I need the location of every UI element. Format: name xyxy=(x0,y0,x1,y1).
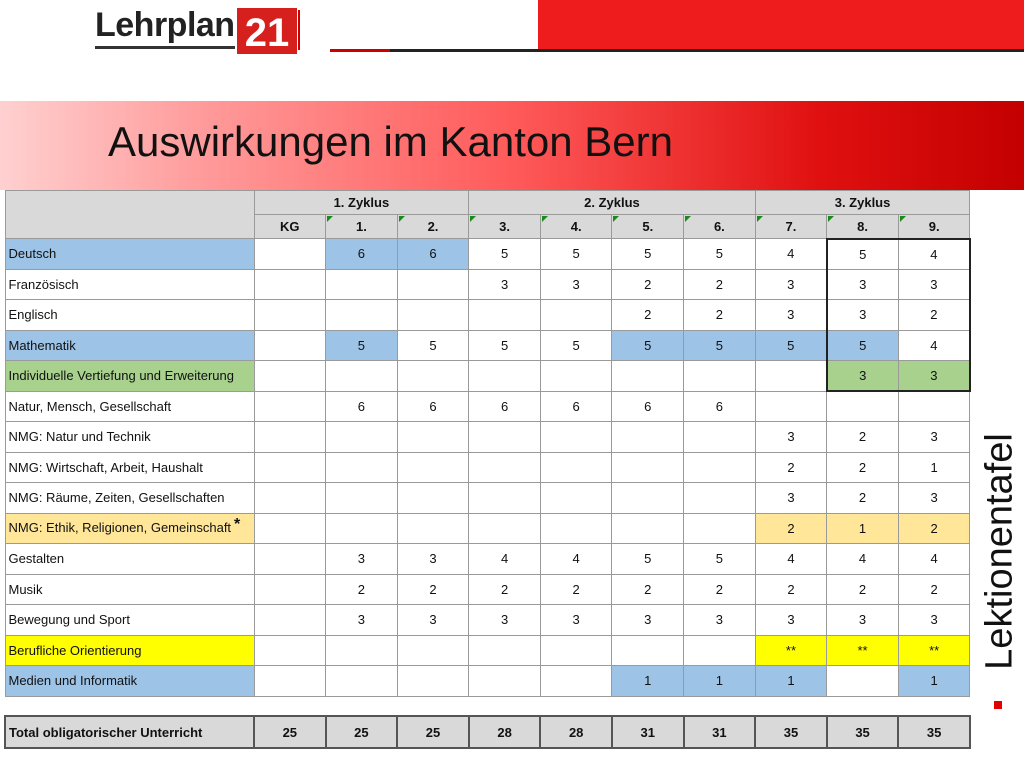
value-cell xyxy=(540,513,612,544)
value-cell: 3 xyxy=(827,300,899,331)
value-cell: 3 xyxy=(469,605,541,636)
value-cell: 2 xyxy=(684,269,756,300)
value-cell: 2 xyxy=(612,300,684,331)
value-cell: 4 xyxy=(755,544,827,575)
value-cell xyxy=(397,513,469,544)
value-cell: 3 xyxy=(755,300,827,331)
value-cell: 1 xyxy=(684,666,756,697)
grade-header: 8. xyxy=(827,215,899,239)
value-cell: 3 xyxy=(397,605,469,636)
value-cell: 1 xyxy=(898,666,970,697)
value-cell xyxy=(254,666,326,697)
cycle-1-header: 1. Zyklus xyxy=(254,191,469,215)
value-cell: 5 xyxy=(827,330,899,361)
value-cell: 3 xyxy=(397,544,469,575)
table-row xyxy=(5,391,970,422)
value-cell: 5 xyxy=(684,239,756,270)
spacer-row xyxy=(5,696,970,716)
value-cell: 2 xyxy=(827,452,899,483)
value-cell xyxy=(254,239,326,270)
value-cell xyxy=(254,269,326,300)
bullet-icon xyxy=(994,701,1002,709)
logo-badge-text: 21 xyxy=(244,11,290,54)
value-cell xyxy=(469,483,541,514)
total-cell: 35 xyxy=(898,716,970,748)
spacer-cell xyxy=(5,696,970,716)
subject-cell: Französisch xyxy=(5,269,254,300)
value-cell xyxy=(254,574,326,605)
subject-cell: NMG: Räume, Zeiten, Gesellschaften xyxy=(5,483,254,514)
grade-header: 7. xyxy=(755,215,827,239)
value-cell xyxy=(326,422,398,453)
value-cell: 2 xyxy=(827,422,899,453)
total-cell: 35 xyxy=(827,716,899,748)
value-cell xyxy=(397,483,469,514)
logo-divider xyxy=(298,10,300,50)
value-cell: 2 xyxy=(397,574,469,605)
value-cell xyxy=(326,483,398,514)
subject-cell: NMG: Wirtschaft, Arbeit, Haushalt xyxy=(5,452,254,483)
value-cell xyxy=(540,666,612,697)
total-cell: 28 xyxy=(540,716,612,748)
value-cell: 3 xyxy=(755,605,827,636)
value-cell xyxy=(540,452,612,483)
value-cell xyxy=(469,513,541,544)
logo-21-badge xyxy=(237,8,297,54)
value-cell: 3 xyxy=(898,422,970,453)
value-cell: 5 xyxy=(469,330,541,361)
grade-header: 4. xyxy=(540,215,612,239)
value-cell: 3 xyxy=(540,605,612,636)
value-cell xyxy=(254,391,326,422)
logo-text: Lehrplan xyxy=(95,6,235,44)
value-cell: 6 xyxy=(469,391,541,422)
value-cell: 3 xyxy=(827,361,899,392)
value-cell: 3 xyxy=(755,422,827,453)
value-cell: 3 xyxy=(898,269,970,300)
value-cell: 1 xyxy=(755,666,827,697)
value-cell: 6 xyxy=(540,391,612,422)
table-row xyxy=(5,422,970,453)
table-row xyxy=(5,361,970,392)
value-cell xyxy=(612,635,684,666)
value-cell xyxy=(397,452,469,483)
total-label: Total obligatorischer Unterricht xyxy=(5,716,254,748)
subject-header xyxy=(5,191,254,239)
value-cell xyxy=(684,422,756,453)
value-cell xyxy=(469,452,541,483)
value-cell xyxy=(254,330,326,361)
value-cell: 5 xyxy=(612,330,684,361)
value-cell xyxy=(254,300,326,331)
value-cell xyxy=(540,361,612,392)
value-cell: 1 xyxy=(612,666,684,697)
page-title: Auswirkungen im Kanton Bern xyxy=(108,118,673,165)
subject-cell: Berufliche Orientierung xyxy=(5,635,254,666)
header-red-bar xyxy=(538,0,1024,50)
value-cell: 3 xyxy=(898,361,970,392)
value-cell xyxy=(612,452,684,483)
header-line-accent xyxy=(330,49,390,52)
total-cell: 31 xyxy=(684,716,756,748)
value-cell: 4 xyxy=(755,239,827,270)
table-row xyxy=(5,300,970,331)
value-cell: 3 xyxy=(755,483,827,514)
header-line xyxy=(330,49,1024,52)
value-cell xyxy=(684,635,756,666)
value-cell: 6 xyxy=(684,391,756,422)
table-row xyxy=(5,574,970,605)
value-cell: 2 xyxy=(898,513,970,544)
value-cell xyxy=(684,483,756,514)
value-cell: 5 xyxy=(612,544,684,575)
value-cell: 5 xyxy=(397,330,469,361)
value-cell: 2 xyxy=(755,574,827,605)
logo-underline xyxy=(95,46,235,49)
value-cell xyxy=(397,422,469,453)
value-cell: 5 xyxy=(540,239,612,270)
side-label-container xyxy=(976,420,1024,680)
value-cell: 3 xyxy=(827,269,899,300)
table-row xyxy=(5,513,970,544)
value-cell: 5 xyxy=(326,330,398,361)
value-cell xyxy=(898,391,970,422)
subject-cell: Individuelle Vertiefung und Erweiterung xyxy=(5,361,254,392)
value-cell: 6 xyxy=(397,391,469,422)
value-cell xyxy=(254,605,326,636)
subject-cell: Medien und Informatik xyxy=(5,666,254,697)
side-label: Lektionentafel xyxy=(978,433,1021,670)
value-cell: 4 xyxy=(827,544,899,575)
value-cell xyxy=(326,300,398,331)
value-cell xyxy=(397,635,469,666)
subject-cell: Deutsch xyxy=(5,239,254,270)
value-cell: 4 xyxy=(898,544,970,575)
value-cell xyxy=(612,422,684,453)
total-cell: 31 xyxy=(612,716,684,748)
value-cell xyxy=(469,422,541,453)
total-cell: 25 xyxy=(397,716,469,748)
grade-header: 5. xyxy=(612,215,684,239)
value-cell xyxy=(326,513,398,544)
subject-label: NMG: Ethik, Religionen, Gemeinschaft xyxy=(8,520,232,536)
total-row xyxy=(5,716,970,748)
subject-cell: Gestalten xyxy=(5,544,254,575)
value-cell: 2 xyxy=(326,574,398,605)
value-cell: 1 xyxy=(898,452,970,483)
value-cell: 6 xyxy=(326,239,398,270)
value-cell: 2 xyxy=(469,574,541,605)
value-cell: 5 xyxy=(684,330,756,361)
grade-header: 1. xyxy=(326,215,398,239)
value-cell: 2 xyxy=(898,300,970,331)
value-cell xyxy=(540,483,612,514)
value-cell xyxy=(326,269,398,300)
value-cell: 2 xyxy=(827,574,899,605)
value-cell xyxy=(254,513,326,544)
value-cell xyxy=(827,666,899,697)
table-row xyxy=(5,239,970,270)
value-cell xyxy=(684,361,756,392)
value-cell: 1 xyxy=(827,513,899,544)
value-cell: 3 xyxy=(540,269,612,300)
subject-cell: Natur, Mensch, Gesellschaft xyxy=(5,391,254,422)
value-cell xyxy=(254,635,326,666)
value-cell: 4 xyxy=(898,330,970,361)
value-cell: 2 xyxy=(898,574,970,605)
value-cell xyxy=(540,635,612,666)
value-cell: 3 xyxy=(326,605,398,636)
value-cell: ** xyxy=(898,635,970,666)
value-cell: 5 xyxy=(540,330,612,361)
value-cell xyxy=(326,452,398,483)
value-cell: 6 xyxy=(397,239,469,270)
value-cell xyxy=(254,452,326,483)
value-cell: 3 xyxy=(755,269,827,300)
value-cell: 5 xyxy=(827,239,899,270)
table-row xyxy=(5,666,970,697)
value-cell xyxy=(540,422,612,453)
value-cell xyxy=(397,361,469,392)
value-cell: 4 xyxy=(469,544,541,575)
subject-cell: Musik xyxy=(5,574,254,605)
value-cell: ** xyxy=(827,635,899,666)
value-cell: 4 xyxy=(540,544,612,575)
grade-header: 2. xyxy=(397,215,469,239)
value-cell xyxy=(684,513,756,544)
table-row xyxy=(5,605,970,636)
value-cell xyxy=(326,666,398,697)
total-cell: 25 xyxy=(254,716,326,748)
value-cell xyxy=(326,635,398,666)
value-cell xyxy=(684,452,756,483)
table-row xyxy=(5,544,970,575)
table-row xyxy=(5,483,970,514)
value-cell xyxy=(755,361,827,392)
value-cell: 5 xyxy=(755,330,827,361)
value-cell xyxy=(469,635,541,666)
subject-cell: Bewegung und Sport xyxy=(5,605,254,636)
value-cell xyxy=(827,391,899,422)
total-cell: 25 xyxy=(326,716,398,748)
value-cell: 5 xyxy=(469,239,541,270)
value-cell xyxy=(254,544,326,575)
value-cell: 3 xyxy=(326,544,398,575)
table-row xyxy=(5,269,970,300)
value-cell: 3 xyxy=(684,605,756,636)
value-cell xyxy=(326,361,398,392)
lektionentafel-table xyxy=(4,190,971,749)
value-cell: 5 xyxy=(684,544,756,575)
cycle-header-row xyxy=(5,191,970,215)
value-cell xyxy=(612,483,684,514)
value-cell: 3 xyxy=(898,605,970,636)
grade-header: 6. xyxy=(684,215,756,239)
value-cell xyxy=(612,361,684,392)
value-cell: 6 xyxy=(326,391,398,422)
value-cell xyxy=(612,513,684,544)
value-cell xyxy=(254,422,326,453)
subject-cell: NMG: Natur und Technik xyxy=(5,422,254,453)
value-cell xyxy=(397,300,469,331)
value-cell: 6 xyxy=(612,391,684,422)
value-cell xyxy=(469,361,541,392)
table-row xyxy=(5,635,970,666)
total-cell: 28 xyxy=(469,716,541,748)
value-cell: ** xyxy=(755,635,827,666)
total-cell: 35 xyxy=(755,716,827,748)
value-cell: 2 xyxy=(755,452,827,483)
value-cell: 5 xyxy=(612,239,684,270)
table-row xyxy=(5,452,970,483)
value-cell xyxy=(469,666,541,697)
grade-header: KG xyxy=(254,215,326,239)
value-cell: 2 xyxy=(540,574,612,605)
value-cell: 2 xyxy=(612,574,684,605)
value-cell: 2 xyxy=(684,300,756,331)
value-cell xyxy=(397,269,469,300)
value-cell xyxy=(254,361,326,392)
value-cell: 3 xyxy=(898,483,970,514)
value-cell xyxy=(397,666,469,697)
value-cell: 3 xyxy=(612,605,684,636)
subject-cell xyxy=(5,513,254,544)
value-cell: 2 xyxy=(827,483,899,514)
value-cell: 2 xyxy=(755,513,827,544)
subject-cell: Mathematik xyxy=(5,330,254,361)
subject-cell: Englisch xyxy=(5,300,254,331)
grade-header: 9. xyxy=(898,215,970,239)
value-cell: 2 xyxy=(684,574,756,605)
table-row xyxy=(5,330,970,361)
value-cell xyxy=(469,300,541,331)
footnote-star: * xyxy=(234,516,241,534)
value-cell: 3 xyxy=(469,269,541,300)
value-cell xyxy=(254,483,326,514)
value-cell: 3 xyxy=(827,605,899,636)
cycle-2-header: 2. Zyklus xyxy=(469,191,755,215)
grade-header: 3. xyxy=(469,215,541,239)
value-cell: 4 xyxy=(898,239,970,270)
value-cell xyxy=(540,300,612,331)
value-cell: 2 xyxy=(612,269,684,300)
value-cell xyxy=(755,391,827,422)
cycle-3-header: 3. Zyklus xyxy=(755,191,970,215)
